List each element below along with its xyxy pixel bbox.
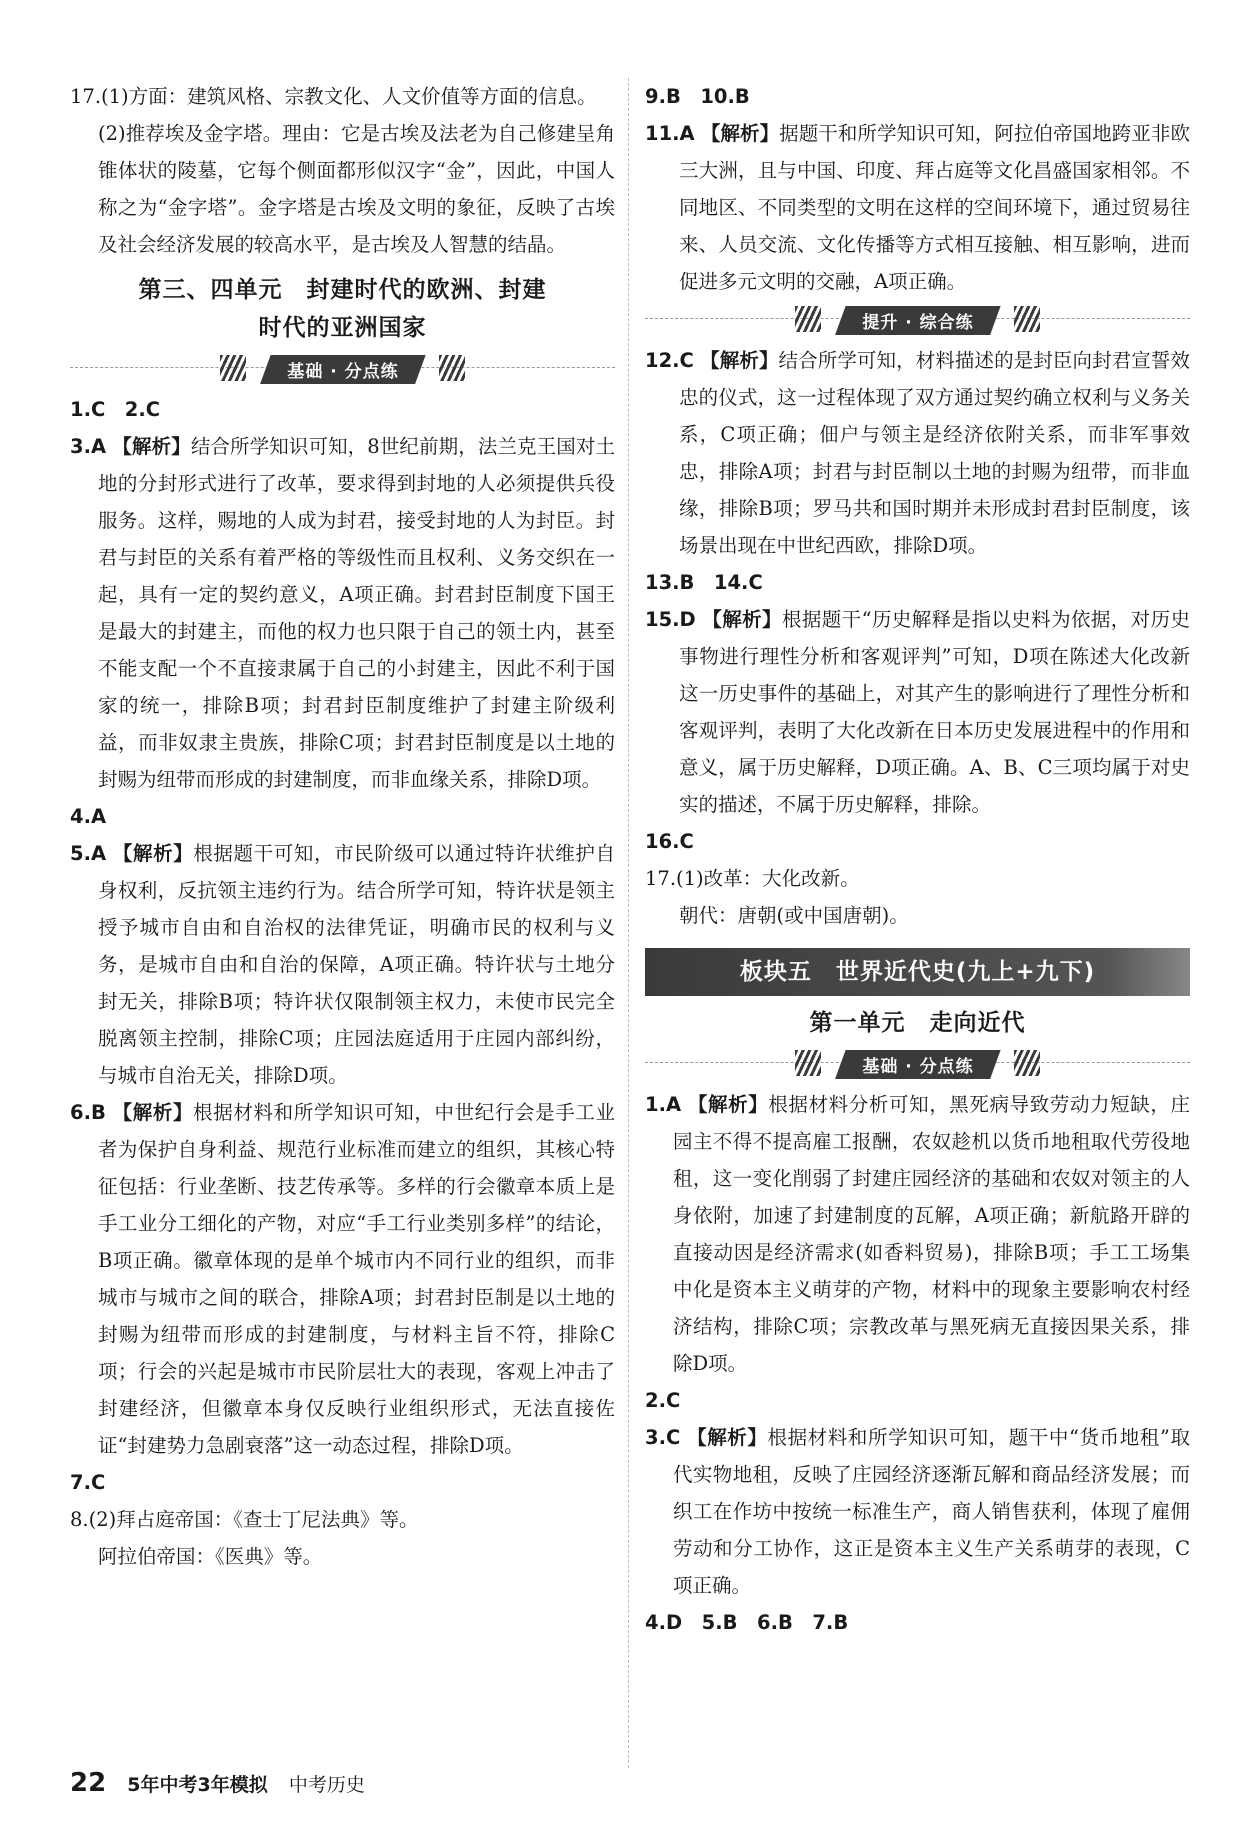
answer-7: 7.C xyxy=(70,1471,106,1494)
answer-5 xyxy=(70,835,615,1094)
unit-title-line2: 时代的亚洲国家 xyxy=(258,315,427,341)
answer-number: 3.C xyxy=(645,1426,681,1449)
analysis-tag: 【解析】 xyxy=(700,349,779,372)
analysis-text: 据题干和所学知识可知，阿拉伯帝国地跨亚非欧三大洲，且与中国、印度、拜占庭等文化昌盛国家相邻。不同地区、不同类型的文明在这样的空间环境下，通过贸易往来、人员交流、文化传播等方式相互接触、相互影响，进而促进多元文明的交融，A项正确。 xyxy=(679,122,1190,293)
banner-stripes-icon xyxy=(1014,1050,1040,1076)
answer-number: 15.D xyxy=(645,608,696,631)
column-divider xyxy=(628,78,629,1768)
answer-number: 12.C xyxy=(645,349,694,372)
answer-17-line2: 朝代：唐朝(或中国唐朝)。 xyxy=(679,904,909,927)
analysis-tag: 【解析】 xyxy=(112,1101,194,1124)
answer-12 xyxy=(645,342,1190,564)
unit-title-line1: 第三、四单元 封建时代的欧洲、封建 xyxy=(138,277,547,303)
banner-stripes-icon xyxy=(795,1050,821,1076)
left-column xyxy=(70,78,615,1575)
answer-number: 1.A xyxy=(645,1093,682,1116)
banner-label-box xyxy=(260,355,426,384)
analysis-text: 根据材料分析可知，黑死病导致劳动力短缺，庄园主不得不提高雇工报酬，农奴趁机以货币地租取代劳役地租，这一变化削弱了封建庄园经济的基础和农奴对领主的人身依附，加速了封建制度的瓦解，A项正确；新航路开辟的直接动因是经济需求(如香料贸易)，排除B项；手工工场集中化是资本主义萌芽的产物，材料中的现象主要影响农村经济结构，排除C项；宗教改革与黑死病无直接因果关系，排除D项。 xyxy=(673,1093,1190,1375)
section-banner-advanced xyxy=(645,302,1190,336)
banner-stripes-icon xyxy=(795,306,821,332)
banner-label: 基础 · 分点练 xyxy=(861,1057,974,1077)
right-column xyxy=(645,78,1190,1641)
section-banner-basic xyxy=(70,351,615,385)
answer-number: 3.A xyxy=(70,435,107,458)
answer-11 xyxy=(645,115,1190,300)
banner-label: 提升 · 综合练 xyxy=(861,313,974,333)
answer-15 xyxy=(645,601,1190,823)
answer-3 xyxy=(70,428,615,798)
answer-4: 4.A xyxy=(70,805,107,828)
section-title-bar xyxy=(645,948,1190,996)
answer-number: 6.B xyxy=(70,1101,106,1124)
answer-16: 16.C xyxy=(645,830,694,853)
answer-1-2: 1.C 2.C xyxy=(70,398,161,421)
answer-number: 5.A xyxy=(70,842,107,865)
answer-9-10: 9.B 10.B xyxy=(645,85,750,108)
answer-r1 xyxy=(645,1086,1190,1382)
answer-r2: 2.C xyxy=(645,1389,681,1412)
banner-label-box xyxy=(835,1050,1001,1079)
analysis-text: 根据题干“历史解释是指以史料为依据，对历史事物进行理性分析和客观评判”可知，D项在陈述大化改新这一历史事件的基础上，对其产生的影响进行了理性分析和客观评判，表明了大化改新在日本历史发展进程中的作用和意义，属于历史解释，D项正确。A、B、C三项均属于对史实的描述，不属于历史解释，排除。 xyxy=(679,608,1190,816)
analysis-text: 根据材料和所学知识可知，题干中“货币地租”取代实物地租，反映了庄园经济逐渐瓦解和商品经济发展；而织工在作坊中按统一标准生产，商人销售获利，体现了雇佣劳动和分工协作，这正是资本主义生产关系萌芽的表现，C项正确。 xyxy=(673,1426,1190,1597)
answer-r4-7: 4.D 5.B 6.B 7.B xyxy=(645,1611,849,1634)
banner-label: 基础 · 分点练 xyxy=(286,362,399,382)
answer-17-line1: 17.(1)改革：大化改新。 xyxy=(645,867,860,890)
answer-number: 11.A xyxy=(645,122,695,145)
answer-13-14: 13.B 14.C xyxy=(645,571,763,594)
section-title: 板块五 世界近代史(九上+九下) xyxy=(739,959,1096,985)
answer-17-part1: 17.(1)方面：建筑风格、宗教文化、人文价值等方面的信息。 xyxy=(70,85,597,108)
book-title: 5年中考3年模拟 xyxy=(127,1773,268,1796)
banner-stripes-icon xyxy=(220,355,246,381)
unit-title xyxy=(70,271,615,347)
analysis-text: 根据材料和所学知识可知，中世纪行会是手工业者为保护自身利益、规范行业标准而建立的组织，其核心特征包括：行业垄断、技艺传承等。多样的行会徽章本质上是手工业分工细化的产物，对应“手工行业类别多样”的结论，B项正确。徽章体现的是单个城市内不同行业的组织，而非城市与城市之间的联合，排除A项；封君封臣制是以土地的封赐为纽带而形成的封建制度，与材料主旨不符，排除C项；行会的兴起是城市市民阶层壮大的表现，客观上冲击了封建经济，但徽章本身仅反映行业组织形式，无法直接佐证“封建势力急剧衰落”这一动态过程，排除D项。 xyxy=(98,1101,615,1457)
analysis-text: 根据题干可知，市民阶级可以通过特许状维护自身权利，反抗领主违约行为。结合所学可知，特许状是领主授予城市自由和自治权的法律凭证，明确市民的权利与义务，是城市自由和自治的保障，A项正确。特许状与土地分封无关，排除B项；特许状仅限制领主权力，未使市民完全脱离领主控制，排除C项；庄园法庭适用于庄园内部纠纷，与城市自治无关，排除D项。 xyxy=(98,842,615,1087)
banner-stripes-icon xyxy=(439,355,465,381)
analysis-tag: 【解析】 xyxy=(112,435,191,458)
subject-label: 中考历史 xyxy=(288,1773,365,1796)
answer-17-part2: (2)推荐埃及金字塔。理由：它是古埃及法老为自己修建呈角锥体状的陵墓，它每个侧面都形似汉字“金”，因此，中国人称之为“金字塔”。金字塔是古埃及文明的象征，反映了古埃及社会经济发展的较高水平，是古埃及人智慧的结晶。 xyxy=(98,122,615,256)
banner-label-box xyxy=(835,306,1001,335)
banner-stripes-icon xyxy=(1014,306,1040,332)
answer-8-line2: 阿拉伯帝国：《医典》等。 xyxy=(98,1545,323,1568)
analysis-tag: 【解析】 xyxy=(702,608,782,631)
analysis-tag: 【解析】 xyxy=(700,122,780,145)
analysis-tag: 【解析】 xyxy=(687,1426,768,1449)
page-footer xyxy=(70,1768,365,1808)
analysis-tag: 【解析】 xyxy=(687,1093,769,1116)
unit-title-right: 第一单元 走向近代 xyxy=(809,1010,1026,1036)
answer-8-line1: 8.(2)拜占庭帝国：《查士丁尼法典》等。 xyxy=(70,1508,419,1531)
page-number: 22 xyxy=(70,1768,107,1798)
section-banner-basic-2 xyxy=(645,1046,1190,1080)
analysis-tag: 【解析】 xyxy=(112,842,194,865)
analysis-text: 结合所学知识可知，8世纪前期，法兰克王国对土地的分封形式进行了改革，要求得到封地的人必须提供兵役服务。这样，赐地的人成为封君，接受封地的人为封臣。封君与封臣的关系有着严格的等级性而且权利、义务交织在一起，具有一定的契约意义，A项正确。封君封臣制度下国王是最大的封建主，而他的权力也只限于自己的领土内，甚至不能支配一个不直接隶属于自己的小封建主，因此不利于国家的统一，排除B项；封君封臣制度维护了封建主阶级利益，而非奴隶主贵族，排除C项；封君封臣制度是以土地的封赐为纽带而形成的封建制度，而非血缘关系，排除D项。 xyxy=(98,435,615,791)
analysis-text: 结合所学可知，材料描述的是封臣向封君宣誓效忠的仪式，这一过程体现了双方通过契约确立权利与义务关系，C项正确；佃户与领主是经济依附关系，而非军事效忠，排除A项；封君与封臣制以土地的封赐为纽带，而非血缘，排除B项；罗马共和国时期并未形成封君封臣制度，该场景出现在中世纪西欧，排除D项。 xyxy=(679,349,1190,557)
answer-r3 xyxy=(645,1419,1190,1604)
answer-6 xyxy=(70,1094,615,1464)
